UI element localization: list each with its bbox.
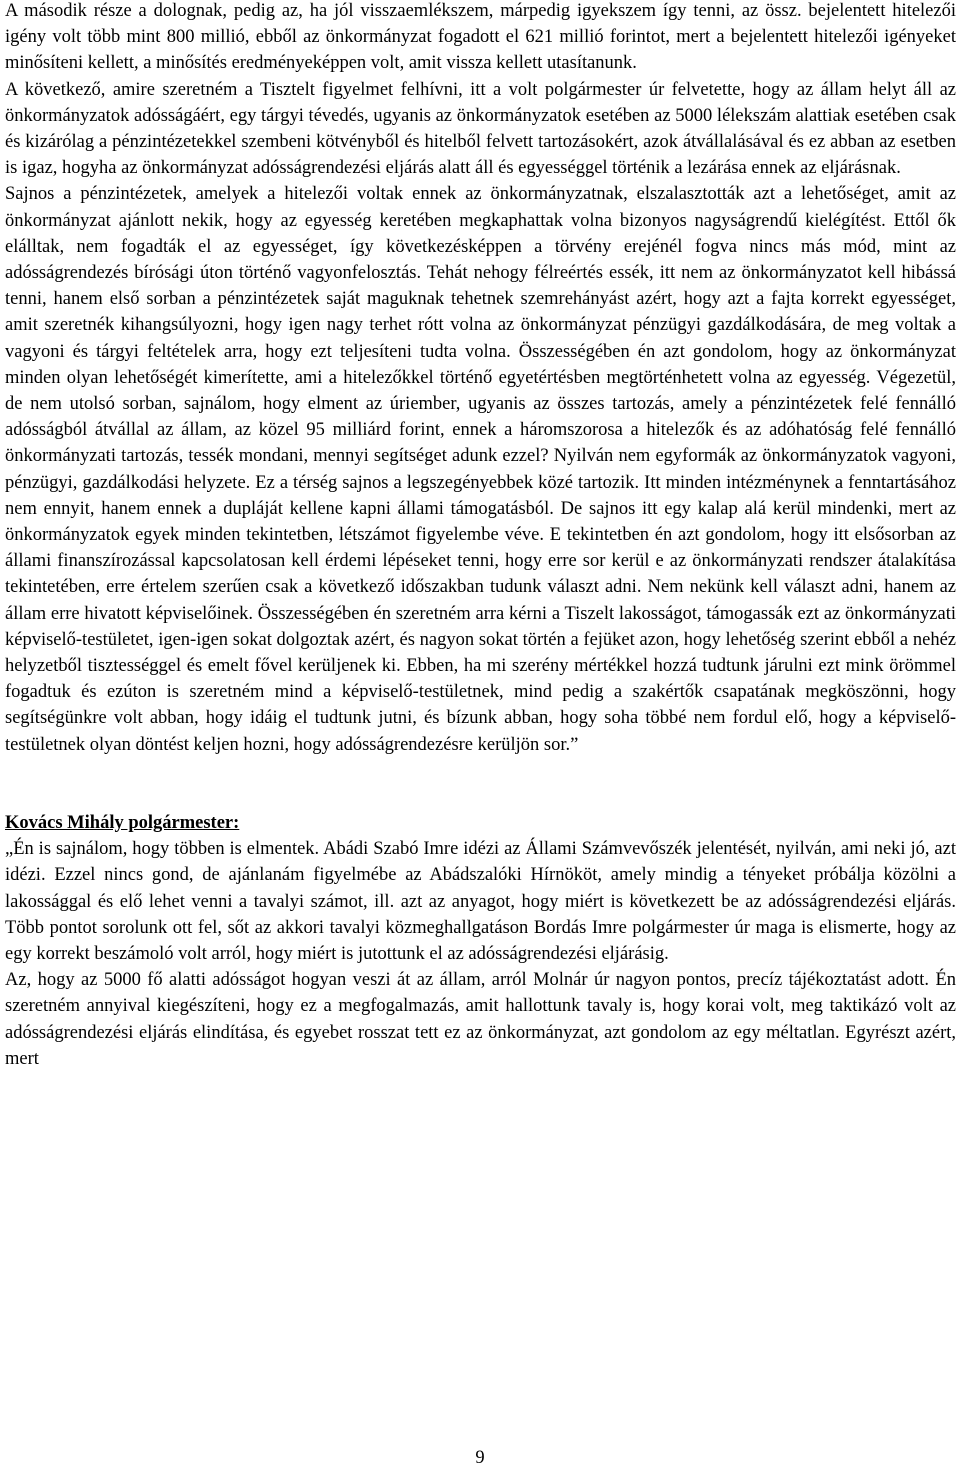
paragraph-3: Sajnos a pénzintézetek, amelyek a hitelezői voltak ennek az önkormányzatnak, elszalasztották azt a lehetőséget, amit az önkormányzat ajánlott nekik, hogy az egyesség keretében megkaphattak volna bizonyos nagyságrendű kielégítést. Ettől ők elálltak, nem fogadták el az egyességet, így következésképpen a törvény erejénél fogva nincs más mód, mint az adósságrendezés bírósági úton történő vagyonfelosztás. Tehát nehogy félreértés essék, itt nem az önkormányzatot kell hibássá tenni, hanem első sorban a pénzintézetek saját maguknak tehetnek szemrehányást azért, hogy azt a fajta korrekt egyességet, amit szeretnék kihangsúlyozni, hogy igen nagy terhet rótt volna az önkormányzat pénzügyi gazdálkodására, de meg voltak a vagyoni és tárgyi feltételek arra, hogy ezt teljesíteni tudta volna. Összességében én azt gondolom, hogy az önkormányzat minden olyan lehetőségét kimerítette, ami a hitelezőkkel történő egyetértésben megtörténhetett volna az egyesség. Végezetül, de nem utolsó sorban, sajnálom, hogy elment az úriember, ugyanis az összes tartozás, amely a pénzintézetek felé fennálló adósságból átvállal az állam, az közel 95 milliárd forint, ennek a háromszorosa a hitelezők és az adóhatóság felé fennálló önkormányzati tartozás, tessék mondani, mennyi segítséget adunk ezzel? Nyilván nem egyformák az önkormányzatok vagyoni, pénzügyi, gazdálkodási helyzete. Ez a térség sajnos a legszegényebbek közé tartozik. Itt minden intézménynek a fenntartásához nem ennyit, hanem ennek a dupláját kellene kapni állami támogatásból. De sajnos itt egy kalap alá kerül mindenki, mert az önkormányzatok egyek minden tekintetben, létszámot figyelembe véve. E tekintetben én azt gondolom, hogy itt elsősorban az állami finanszírozással kapcsolatosan kell érdemi lépéseket tenni, hogy erre sor kerül e az önkormányzati rendszer átalakítása tekintetében, erre értelem szerűen csak a következő időszakban tudunk választ adni. Nem nekünk kell választ adni, hanem az állam erre hivatott képviselőinek. Összességében én szeretném arra kérni a Tiszelt lakosságot, támogassák ezt az önkormányzati képviselő-testületet, igen-igen sokat dolgoztak azért, és nagyon sokat történ a fejüket azon, hogy lehetőség szerint ebből a nehéz helyzetből tisztességgel és emelt fővel kerüljenek ki. Ebben, ha mi szerény mértékkel hozzá tudtunk járulni ezt mink örömmel fogadtuk és ezúton is szeretném mind a képviselő-testületnek, mind pedig a szakértők csapatának megköszönni, hogy segítségünkre volt abban, hogy idáig el tudtunk jutni, és bízunk abban, hogy soha többé nem fordul elő, hogy a képviselő-testületnek olyan döntést keljen hozni, hogy adósságrendezésre kerüljön sor.” bbox=[5, 184, 956, 755]
paragraph-5: Az, hogy az 5000 fő alatti adósságot hogyan veszi át az állam, arról Molnár úr nagyon pontos, precíz tájékoztatást adott. Én szeretném annyival kiegészíteni, hogy ez a megfogalmazás, amit hallottunk tavaly is, hogy korai volt, meg taktikázó volt az adósságrendezési eljárás elindítása, és egyebet rosszat tett ez az önkormányzat, azt gondolom az egy méltatlan. Egyrészt azért, mert bbox=[5, 970, 956, 1069]
paragraph-2: A következő, amire szeretném a Tisztelt figyelmet felhívni, itt a volt polgármester úr felvetette, hogy az állam helyt áll az önkormányzatok adósságáért, egy tárgyi tévedés, ugyanis az önkormányzatok esetében az 5000 lélekszám alattiak esetében csak és kizárólag a pénzintézetekkel szembeni kötvényből és hitelből felvett tartozásokért, azok átvállalásával és ez abban az esetben is igaz, hogyha az önkormányzat adósságrendezési eljárás alatt áll és egyességgel történik a lezárása ennek az eljárásnak. bbox=[5, 79, 956, 179]
speaker-heading: Kovács Mihály polgármester: bbox=[5, 812, 240, 833]
document-page bbox=[5, 0, 956, 1072]
paragraph-4: „Én is sajnálom, hogy többen is elmentek. Abádi Szabó Imre idézi az Állami Számvevőszék jelentését, nyilván, ami neki jó, azt idézi. Ezzel nincs gond, de ajánlanám figyelmébe az Abádszalóki Hírnököt, amely mindig a tényeket próbálja közölni a lakossággal és elő lehet venni a tavalyi számot, ill. azt az anyagot, hogy miért is következett be az adósságrendezési eljárás. Több pontot sorolunk ott fel, sőt az akkori tavalyi közmeghallgatáson Bordás Imre polgármester úr maga is elismerte, hogy az egy korrekt beszámoló volt arról, hogy miért is jutottunk el az adósságrendezési eljárásig. bbox=[5, 839, 956, 964]
page-number: 9 bbox=[475, 1448, 485, 1468]
section-gap bbox=[5, 758, 956, 810]
paragraph-1: A második része a dolognak, pedig az, ha jól visszaemlékszem, márpedig igyekszem így tenni, az össz. bejelentett hitelezői igény volt több mint 800 millió, ebből az önkormányzat fogadott el 621 millió forintot, mert a bejelentett hitelezői igényeket minősíteni kellett, a minősítés eredményeképpen volt, amit vissza kellett utasítanunk. bbox=[5, 1, 956, 74]
